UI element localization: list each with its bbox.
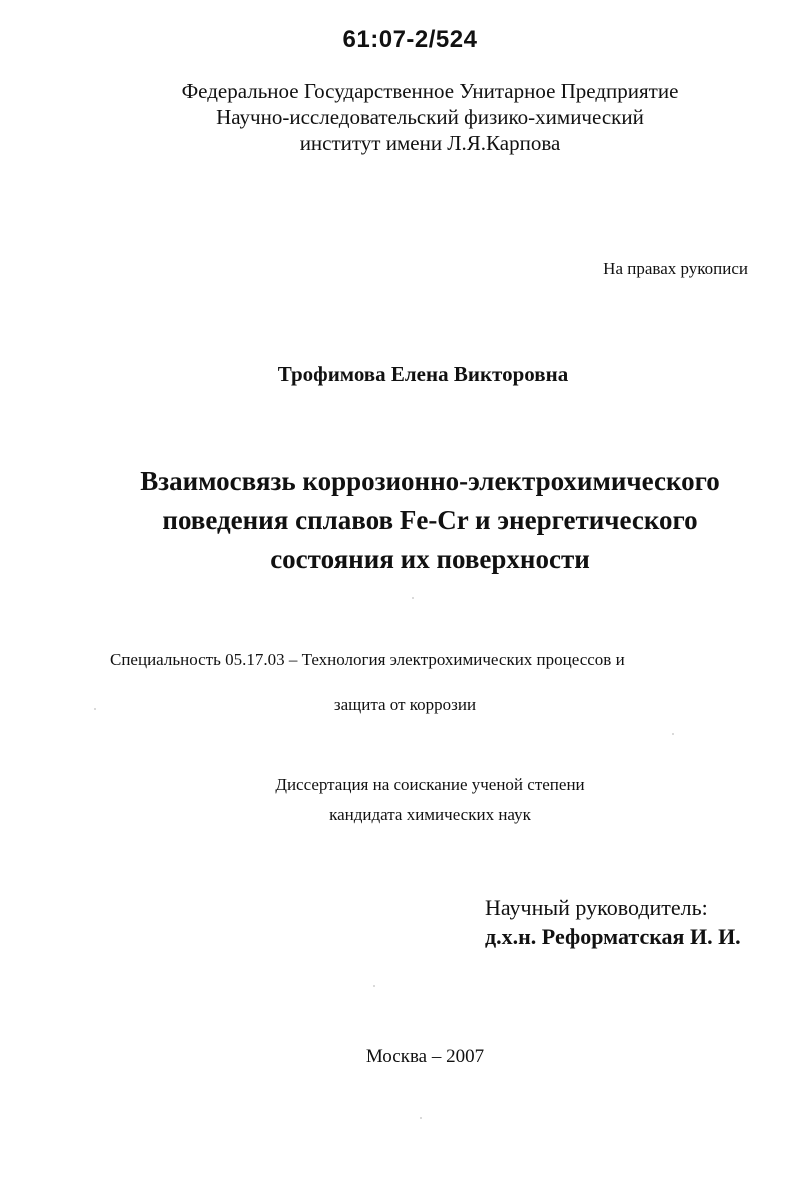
title-line-1: Взаимосвязь коррозионно-электрохимического [140,466,720,496]
institution-block [100,78,760,156]
supervisor-name: д.х.н. Реформатская И. И. [485,924,741,949]
scan-speck [94,708,96,710]
degree-statement [200,770,660,830]
specialty-line-2: защита от коррозии [333,695,477,714]
institution-line-1: Федеральное Государственное Унитарное Предприятие [181,79,679,103]
scan-speck [412,597,414,599]
scan-speck [373,985,375,987]
institution-line-3: институт имени Л.Я.Карпова [299,131,561,155]
rights-note: На правах рукописи [603,259,748,278]
author-name: Трофимова Елена Викторовна [277,362,569,386]
archive-code: 61:07-2/524 [342,26,478,53]
scan-speck [672,733,674,735]
scan-speck [420,1117,422,1119]
title-line-2: поведения сплавов Fe-Cr и энергетического [162,505,698,535]
title-line-3: состояния их поверхности [270,544,590,574]
specialty-line-1: Специальность 05.17.03 – Технология электрохимических процессов и [110,650,625,669]
degree-line-2: кандидата химических наук [329,805,531,824]
degree-line-1: Диссертация на соискание ученой степени [275,775,585,794]
institution-line-2: Научно-исследовательский физико-химический [216,105,644,129]
dissertation-title [100,462,760,579]
supervisor-label: Научный руководитель: [485,895,708,920]
city-year: Москва – 2007 [365,1046,485,1067]
